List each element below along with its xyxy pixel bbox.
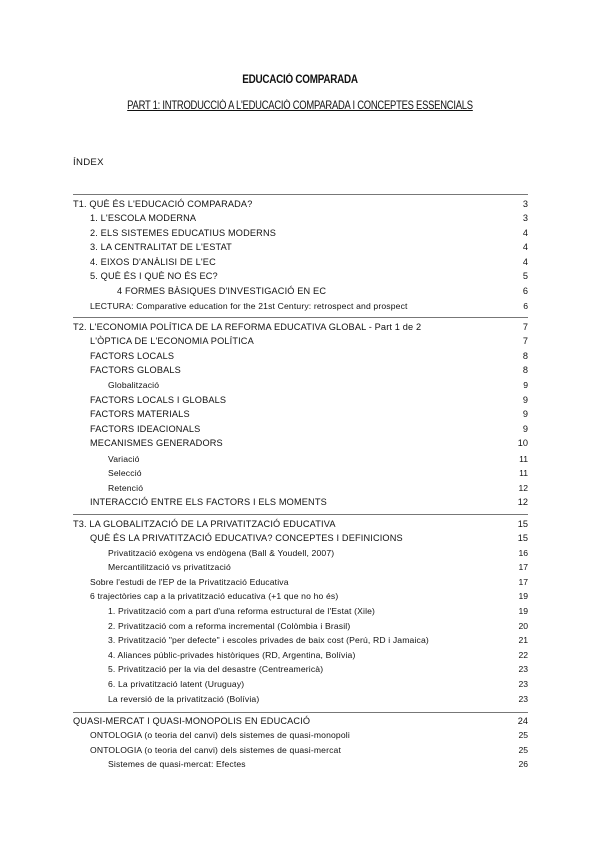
toc-entry-label: 5. Privatització per la via del desastre (Centreamericà) (108, 664, 324, 674)
toc-entry[interactable] (0, 714, 600, 728)
toc-entry[interactable] (0, 575, 600, 589)
toc-entry-label: 5. QUÈ ÉS I QUÈ NO ÉS EC? (90, 271, 218, 281)
toc-entry-label: Privatització exògena vs endògena (Ball & Youdell, 2007) (108, 548, 335, 558)
toc-entry[interactable] (0, 743, 600, 757)
toc-entry-page: 25 (518, 745, 528, 755)
toc-entry-page: 16 (518, 548, 528, 558)
toc-entry[interactable] (0, 648, 600, 662)
toc-entry[interactable] (0, 662, 600, 676)
section-divider (73, 317, 528, 318)
toc-entry[interactable] (0, 604, 600, 618)
toc-entry-page: 9 (522, 424, 528, 434)
toc-entry[interactable] (0, 677, 600, 691)
toc-entry-label: Selecció (108, 468, 142, 478)
toc-entry[interactable] (0, 619, 600, 633)
toc-entry-page: 21 (518, 635, 528, 645)
toc-entry-page: 3 (522, 199, 528, 209)
toc-entry[interactable] (0, 349, 600, 363)
toc-entry[interactable] (0, 240, 600, 254)
toc-entry-page: 6 (522, 286, 528, 296)
toc-entry-label: 3. Privatització "per defecte" i escoles privades de baix cost (Perú, RD i Jamaica) (108, 635, 429, 645)
toc-entry[interactable] (0, 407, 600, 421)
toc-entry-label: FACTORS IDEACIONALS (90, 424, 201, 434)
toc-entry-label: T1. QUÈ ÉS L'EDUCACIÓ COMPARADA? (73, 199, 253, 209)
toc-entry-label: 3. LA CENTRALITAT DE L'ESTAT (90, 242, 232, 252)
toc-entry-label: FACTORS MATERIALS (90, 409, 190, 419)
toc-entry-page: 26 (518, 759, 528, 769)
toc-entry-page: 23 (518, 679, 528, 689)
document-subtitle: PART 1: INTRODUCCIÓ A L'EDUCACIÓ COMPARADA I CONCEPTES ESSENCIALS (127, 100, 473, 112)
toc-entry-label: 2. Privatització com a reforma incremental (Colòmbia i Brasil) (108, 621, 351, 631)
toc-entry-label: La reversió de la privatització (Bolívia) (108, 694, 260, 704)
toc-entry-page: 23 (518, 694, 528, 704)
toc-entry-label: Variació (108, 454, 140, 464)
toc-entry-page: 5 (522, 271, 528, 281)
toc-entry-page: 19 (518, 591, 528, 601)
toc-entry-page: 17 (518, 577, 528, 587)
toc-entry-label: Globalització (108, 380, 160, 390)
toc-entry-label: T2. L'ECONOMIA POLÍTICA DE LA REFORMA EDUCATIVA GLOBAL - Part 1 de 2 (73, 322, 422, 332)
toc-entry-label: 6. La privatització latent (Uruguay) (108, 679, 245, 689)
toc-entry[interactable] (0, 692, 600, 706)
toc-entry-page: 25 (518, 730, 528, 740)
toc-entry-page: 9 (522, 409, 528, 419)
toc-entry[interactable] (0, 481, 600, 495)
toc-entry-page: 4 (522, 257, 528, 267)
toc-entry[interactable] (0, 211, 600, 225)
toc-entry-page: 4 (522, 242, 528, 252)
toc-entry-page: 7 (522, 322, 528, 332)
toc-entry-page: 11 (519, 454, 528, 464)
section-divider (73, 194, 528, 195)
toc-entry-label: FACTORS LOCALS (90, 351, 175, 361)
toc-entry-page: 6 (523, 301, 528, 311)
toc-entry-label: 6 trajectòries cap a la privatització educativa (+1 que no ho és) (90, 591, 339, 601)
section-divider (73, 712, 528, 713)
section-divider (73, 514, 528, 515)
toc-entry[interactable] (0, 422, 600, 436)
toc-entry-page: 3 (522, 213, 528, 223)
toc-entry-label: FACTORS LOCALS I GLOBALS (90, 395, 227, 405)
toc-entry-page: 15 (517, 533, 528, 543)
toc-entry[interactable] (0, 255, 600, 269)
toc-entry[interactable] (0, 757, 600, 771)
toc-entry[interactable] (0, 466, 600, 480)
toc-entry-label: 1. L'ESCOLA MODERNA (90, 213, 197, 223)
toc-entry-label: L'ÒPTICA DE L'ECONOMIA POLÍTICA (90, 336, 254, 346)
toc-entry[interactable] (0, 363, 600, 377)
toc-entry-label: MECANISMES GENERADORS (90, 438, 223, 448)
toc-entry-label: LECTURA: Comparative education for the 21st Century: retrospect and prospect (90, 301, 408, 311)
toc-entry-page: 8 (522, 351, 528, 361)
toc-entry[interactable] (0, 452, 600, 466)
toc-entry[interactable] (0, 299, 600, 313)
toc-entry[interactable] (0, 531, 600, 545)
toc-entry-label: ONTOLOGIA (o teoria del canvi) dels sistemes de quasi-monopoli (90, 730, 350, 740)
toc-entry-label: T3. LA GLOBALITZACIÓ DE LA PRIVATITZACIÓ EDUCATIVA (73, 519, 336, 529)
toc-entry-page: 9 (522, 395, 528, 405)
toc-entry-label: 4. Aliances públic-privades històriques (RD, Argentina, Bolívia) (108, 650, 356, 660)
toc-entry[interactable] (0, 517, 600, 531)
toc-entry[interactable] (0, 393, 600, 407)
document-title: EDUCACIÓ COMPARADA (242, 74, 358, 86)
toc-entry-page: 11 (519, 468, 528, 478)
toc-entry-page: 24 (517, 716, 528, 726)
toc-entry-label: Sistemes de quasi-mercat: Efectes (108, 759, 246, 769)
toc-entry-page: 19 (518, 606, 528, 616)
toc-entry[interactable] (0, 334, 600, 348)
toc-entry[interactable] (0, 320, 600, 334)
toc-entry-label: ONTOLOGIA (o teoria del canvi) dels sistemes de quasi-mercat (90, 745, 341, 755)
toc-entry-page: 17 (518, 562, 528, 572)
toc-entry[interactable] (0, 284, 600, 298)
toc-entry-page: 9 (523, 380, 528, 390)
toc-entry-label: QUÈ ÉS LA PRIVATITZACIÓ EDUCATIVA? CONCEPTES I DEFINICIONS (90, 533, 403, 543)
toc-entry-label: FACTORS GLOBALS (90, 365, 181, 375)
toc-entry[interactable] (0, 546, 600, 560)
toc-entry-label: QUASI-MERCAT I QUASI-MONOPOLIS EN EDUCACIÓ (73, 716, 311, 726)
toc-entry-page: 23 (518, 664, 528, 674)
toc-entry-label: Mercantilització vs privatització (108, 562, 231, 572)
toc-entry-label: 4 FORMES BÀSIQUES D'INVESTIGACIÓ EN EC (117, 286, 327, 296)
toc-entry-label: Sobre l'estudi de l'EP de la Privatització Educativa (90, 577, 289, 587)
toc-entry[interactable] (0, 197, 600, 211)
toc-entry[interactable] (0, 436, 600, 450)
toc-entry-page: 12 (518, 483, 528, 493)
toc-entry[interactable] (0, 560, 600, 574)
toc-entry-page: 8 (522, 365, 528, 375)
toc-entry-page: 20 (518, 621, 528, 631)
index-heading: ÍNDEX (73, 157, 104, 168)
toc-entry-label: 1. Privatització com a part d'una reforma estructural de l'Estat (Xile) (108, 606, 376, 616)
toc-entry-label: Retenció (108, 483, 144, 493)
toc-entry-page: 22 (518, 650, 528, 660)
toc-entry[interactable] (0, 728, 600, 742)
toc-entry[interactable] (0, 226, 600, 240)
toc-entry-page: 15 (517, 519, 528, 529)
toc-entry[interactable] (0, 495, 600, 509)
toc-entry[interactable] (0, 269, 600, 283)
toc-entry-label: 2. ELS SISTEMES EDUCATIUS MODERNS (90, 228, 277, 238)
toc-entry-label: 4. EIXOS D'ANÀLISI DE L'EC (90, 257, 216, 267)
toc-entry-page: 4 (522, 228, 528, 238)
toc-entry-page: 7 (522, 336, 528, 346)
toc-entry-label: INTERACCIÓ ENTRE ELS FACTORS I ELS MOMENTS (90, 497, 327, 507)
toc-entry-page: 10 (517, 438, 528, 448)
toc-entry[interactable] (0, 378, 600, 392)
toc-entry-page: 12 (517, 497, 528, 507)
toc-entry[interactable] (0, 633, 600, 647)
toc-entry[interactable] (0, 589, 600, 603)
